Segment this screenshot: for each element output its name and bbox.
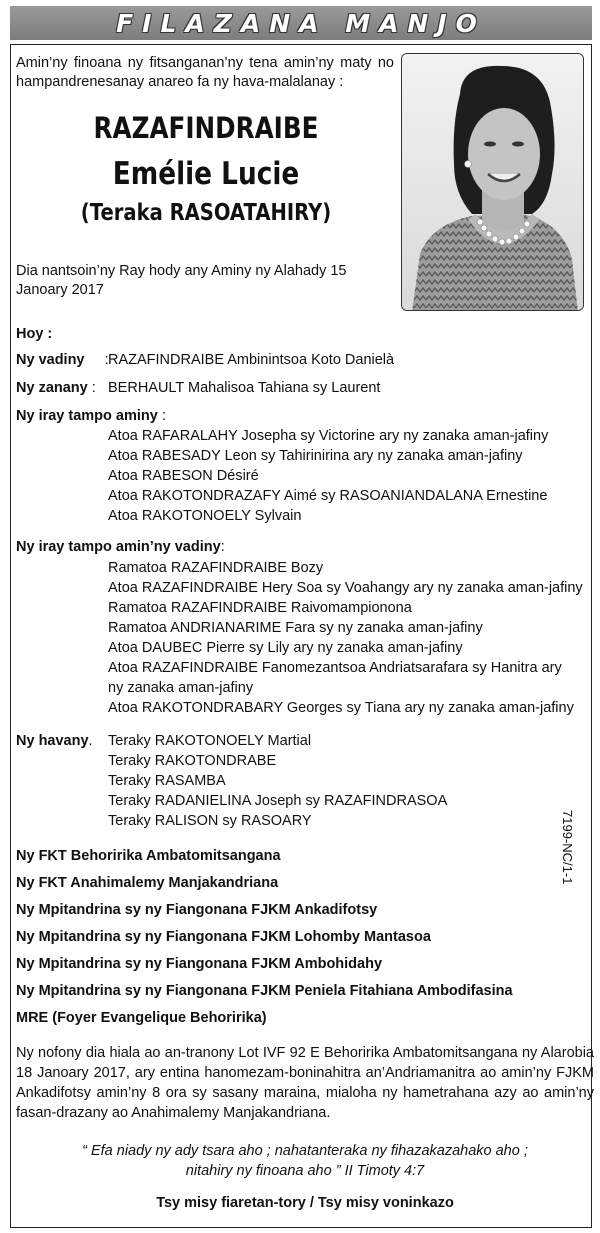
spouse-row bbox=[16, 350, 109, 370]
siblings-row bbox=[16, 406, 166, 426]
relatives-label: Ny havany bbox=[16, 733, 89, 749]
portrait-photo bbox=[401, 53, 584, 311]
closing-note: Tsy misy fiaretan-tory / Tsy misy voninkazo bbox=[156, 1195, 454, 1211]
list-item: ny zanaka aman-jafiny bbox=[108, 680, 254, 696]
notice-title: FILAZANA MANJO bbox=[116, 8, 486, 38]
list-item: Ramatoa RAZAFINDRAIBE Raivomampionona bbox=[108, 600, 412, 616]
deceased-surname: RAZAFINDRAIBE bbox=[93, 111, 319, 145]
spouse-label: Ny vadiny bbox=[16, 352, 85, 368]
list-item: Teraky RALISON sy RASOARY bbox=[108, 813, 312, 829]
list-item: Atoa RAKOTONOELY Sylvain bbox=[108, 508, 302, 524]
bible-verse bbox=[16, 1141, 594, 1181]
deceased-given-names: Emélie Lucie bbox=[112, 156, 300, 192]
siblings-list bbox=[108, 426, 548, 526]
organization-item: Ny Mpitandrina sy ny Fiangonana FJKM Ankadifotsy bbox=[16, 902, 378, 918]
spouse-separator: : bbox=[104, 352, 109, 368]
children-separator: : bbox=[91, 380, 96, 396]
organization-item: Ny Mpitandrina sy ny Fiangonana FJKM Lohomby Mantasoa bbox=[16, 929, 431, 945]
relatives-separator: . bbox=[88, 733, 93, 749]
relatives-list bbox=[108, 731, 447, 831]
siblings-label: Ny iray tampo aminy bbox=[16, 408, 158, 424]
organization-item: Ny Mpitandrina sy ny Fiangonana FJKM Ambohidahy bbox=[16, 956, 383, 972]
organization-item: Ny Mpitandrina sy ny Fiangonana FJKM Peniela Fitahiana Ambodifasina bbox=[16, 983, 513, 999]
relatives-row bbox=[16, 731, 93, 751]
list-item: Atoa RAZAFINDRAIBE Hery Soa sy Voahangy ary ny zanaka aman-jafiny bbox=[108, 580, 583, 596]
list-item: Teraky RASAMBA bbox=[108, 773, 226, 789]
spouse-siblings-label: Ny iray tampo amin’ny vadiny bbox=[16, 539, 221, 555]
death-notice-text: Dia nantsoin’ny Ray hody any Aminy ny Alahady 15 Janoary 2017 bbox=[16, 263, 347, 298]
list-item: Atoa DAUBEC Pierre sy Lily ary ny zanaka aman-jafiny bbox=[108, 640, 463, 656]
spouse-value: RAZAFINDRAIBE Ambinintsoa Koto Danielà bbox=[108, 352, 395, 368]
bible-verse-line-2: nitahiry ny finoana aho ” II Timoty 4:7 bbox=[185, 1163, 425, 1179]
organization-item: MRE (Foyer Evangelique Behoririka) bbox=[16, 1010, 267, 1026]
list-item: Atoa RABESADY Leon sy Tahirinirina ary ny zanaka aman-jafiny bbox=[108, 448, 523, 464]
list-item: Teraky RAKOTONDRABE bbox=[108, 753, 277, 769]
notice-header bbox=[10, 6, 592, 40]
list-item: Atoa RAZAFINDRAIBE Fanomezantsoa Andriatsarafara sy Hanitra ary bbox=[108, 660, 562, 676]
siblings-separator: : bbox=[161, 408, 166, 424]
portrait-photo-icon bbox=[402, 54, 584, 311]
intro-text: Amin’ny finoana ny fitsanganan’ny tena amin’ny maty no hampandrenesanay anareo fa ny hava-malalanay : bbox=[16, 55, 394, 90]
reference-code: 7199-NC/1-1 bbox=[560, 810, 575, 885]
deceased-maiden-name: (Teraka RASOATAHIRY) bbox=[80, 200, 332, 226]
organization-item: Ny FKT Anahimalemy Manjakandriana bbox=[16, 875, 279, 891]
children-label: Ny zanany bbox=[16, 380, 88, 396]
children-row bbox=[16, 378, 96, 398]
organization-item: Ny FKT Behoririka Ambatomitsangana bbox=[16, 848, 281, 864]
spouse-siblings-row bbox=[16, 537, 225, 557]
funeral-details-paragraph: Ny nofony dia hiala ao an-tranony Lot IVF 92 E Behoririka Ambatomitsangana ny Alarobia 18 Janoary 2017, ary entina hanomezam-boninahitra an’Andriamanitra ao amin’ny FJKM Ankadifotsy amin’ny 8 ora sy sasany maraina, mialoha ny hametrahana azy ao amin’ny fasan-drazany ao Anahimalemy Manjakandriana. bbox=[16, 1045, 594, 1121]
list-item: Ramatoa RAZAFINDRAIBE Bozy bbox=[108, 560, 324, 576]
list-item: Atoa RAKOTONDRABARY Georges sy Tiana ary ny zanaka aman-jafiny bbox=[108, 700, 574, 716]
list-item: Teraky RADANIELINA Joseph sy RAZAFINDRASOA bbox=[108, 793, 448, 809]
hoy-label: Hoy : bbox=[16, 326, 53, 342]
spouse-siblings-list bbox=[108, 558, 594, 718]
list-item: Ramatoa ANDRIANARIME Fara sy ny zanaka aman-jafiny bbox=[108, 620, 483, 636]
list-item: Teraky RAKOTONOELY Martial bbox=[108, 733, 312, 749]
children-value: BERHAULT Mahalisoa Tahiana sy Laurent bbox=[108, 380, 381, 396]
list-item: Atoa RABESON Désiré bbox=[108, 468, 259, 484]
spouse-siblings-separator: : bbox=[220, 539, 225, 555]
list-item: Atoa RAFARALAHY Josepha sy Victorine ary ny zanaka aman-jafiny bbox=[108, 428, 549, 444]
list-item: Atoa RAKOTONDRAZAFY Aimé sy RASOANIANDALANA Ernestine bbox=[108, 488, 548, 504]
bible-verse-line-1: “ Efa niady ny ady tsara aho ; nahatanteraka ny fihazakazahako aho ; bbox=[82, 1143, 528, 1159]
